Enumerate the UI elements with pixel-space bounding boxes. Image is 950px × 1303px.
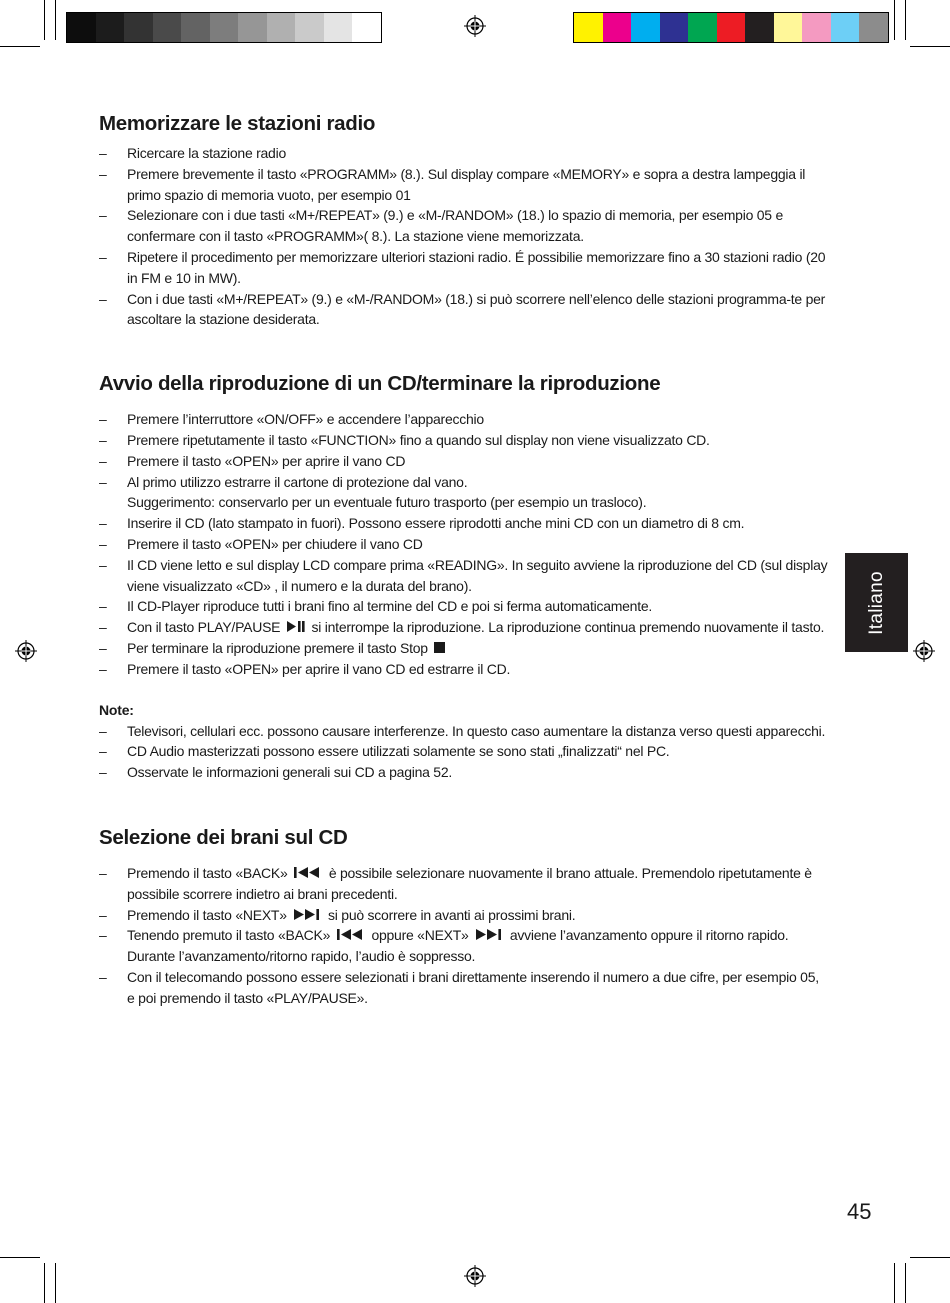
color-swatch bbox=[831, 13, 860, 42]
color-swatch bbox=[745, 13, 774, 42]
section-list-track-selection bbox=[99, 863, 829, 1009]
gray-swatch bbox=[238, 13, 267, 42]
list-item bbox=[99, 863, 829, 905]
list-item-text: Premendo il tasto «BACK» bbox=[127, 864, 288, 881]
list-item: – Ripetere il procedimento per memorizzare ulteriori stazioni radio. É possibilie memorizzare fino a 30 stazioni radio (20 in FM e 10 in MW). bbox=[99, 247, 829, 289]
language-side-tab bbox=[845, 553, 908, 652]
list-item-text: Tenendo premuto il tasto «BACK» bbox=[127, 927, 331, 944]
gray-swatch bbox=[324, 13, 353, 42]
note-label: Note: bbox=[99, 701, 134, 718]
main-content bbox=[99, 112, 829, 1009]
gray-swatch bbox=[267, 13, 296, 42]
list-item: – Premere brevemente il tasto «PROGRAMM» (8.). Sul display compare «MEMORY» e sopra a destra lampeggia il primo spazio di memoria vuoto, per esempio 01 bbox=[99, 164, 829, 206]
note-item: – CD Audio masterizzati possono essere utilizzati solamente se sono stati „finalizzati“ nel PC. bbox=[99, 741, 829, 762]
color-swatch bbox=[717, 13, 746, 42]
color-swatch bbox=[603, 13, 632, 42]
list-item: – Premere il tasto «OPEN» per chiudere il vano CD bbox=[99, 534, 829, 555]
list-item-text: avviene l’avanzamento oppure il ritorno rapido. Durante l’avanzamento/ritorno rapido, l’audio è soppresso. bbox=[127, 927, 789, 965]
list-item-continuation: Suggerimento: conservarlo per un eventuale futuro trasporto (per esempio un trasloco). bbox=[127, 494, 647, 511]
list-item: – Premere il tasto «OPEN» per aprire il vano CD bbox=[99, 451, 829, 472]
section-title-memorize-stations: Memorizzare le stazioni radio bbox=[99, 112, 376, 135]
list-item-text: Per terminare la riproduzione premere il tasto Stop bbox=[127, 639, 428, 656]
gray-swatch bbox=[96, 13, 125, 42]
process-color-bar bbox=[573, 12, 889, 43]
registration-mark-icon bbox=[464, 15, 486, 37]
color-swatch bbox=[688, 13, 717, 42]
color-swatch bbox=[660, 13, 689, 42]
grayscale-color-bar bbox=[66, 12, 382, 43]
color-swatch bbox=[859, 13, 888, 42]
gray-swatch bbox=[352, 13, 381, 42]
list-item-text: è possibile selezionare nuovamente il brano attuale. Premendolo ripetutamente è possibile scorrere indietro ai brani precedenti. bbox=[127, 864, 812, 902]
list-item-text: Premendo il tasto «NEXT» bbox=[127, 906, 287, 923]
skip-next-icon bbox=[474, 928, 504, 941]
list-item bbox=[99, 905, 829, 926]
list-item: – Al primo utilizzo estrarre il cartone di protezione dal vano. bbox=[99, 472, 829, 493]
gray-swatch bbox=[295, 13, 324, 42]
list-item-text: si può scorrere in avanti ai prossimi brani. bbox=[328, 906, 576, 923]
language-label: Italiano bbox=[865, 570, 887, 635]
gray-swatch bbox=[210, 13, 239, 42]
skip-next-icon bbox=[292, 908, 322, 921]
list-item: – Con i due tasti «M+/REPEAT» (9.) e «M-/RANDOM» (18.) si può scorrere nell’elenco delle stazioni programma-te per ascoltare la stazione desiderata. bbox=[99, 289, 829, 331]
list-item-text: oppure «NEXT» bbox=[371, 927, 469, 944]
skip-back-icon bbox=[293, 866, 323, 879]
section-list-cd-playback bbox=[99, 409, 829, 679]
section-title-cd-playback: Avvio della riproduzione di un CD/terminare la riproduzione bbox=[99, 372, 661, 396]
list-item-text: si interrompe la riproduzione. La riproduzione continua premendo nuovamente il tasto. bbox=[311, 619, 825, 636]
note-item: – Televisori, cellulari ecc. possono causare interferenze. In questo caso aumentare la distanza verso questi apparecchi. bbox=[99, 721, 829, 742]
section-list-memorize-stations bbox=[99, 143, 829, 330]
skip-back-icon bbox=[336, 928, 366, 941]
list-item: – Ricercare la stazione radio bbox=[99, 143, 829, 164]
list-item bbox=[99, 617, 829, 638]
gray-swatch bbox=[153, 13, 182, 42]
gray-swatch bbox=[124, 13, 153, 42]
registration-mark-icon bbox=[464, 1265, 486, 1287]
stop-icon bbox=[433, 641, 447, 654]
list-item: – Premere l’interruttore «ON/OFF» e accendere l’apparecchio bbox=[99, 409, 829, 430]
color-swatch bbox=[802, 13, 831, 42]
list-item: – Premere ripetutamente il tasto «FUNCTION» fino a quando sul display non viene visualizzato CD. bbox=[99, 430, 829, 451]
note-item: – Osservate le informazioni generali sui CD a pagina 52. bbox=[99, 762, 829, 783]
gray-swatch bbox=[67, 13, 96, 42]
list-item: – Premere il tasto «OPEN» per aprire il vano CD ed estrarre il CD. bbox=[99, 659, 829, 680]
list-item bbox=[99, 638, 829, 659]
section-title-track-selection: Selezione dei brani sul CD bbox=[99, 825, 348, 849]
page-number: 45 bbox=[847, 1199, 872, 1224]
color-swatch bbox=[774, 13, 803, 42]
registration-mark-icon bbox=[15, 640, 37, 662]
play-pause-icon bbox=[286, 620, 306, 633]
list-item: – Selezionare con i due tasti «M+/REPEAT» (9.) e «M-/RANDOM» (18.) lo spazio di memoria, per esempio 05 e confermare con il tasto «PROGRAMM»( 8.). La stazione viene memorizzata. bbox=[99, 205, 829, 247]
registration-mark-icon bbox=[913, 640, 935, 662]
list-item: – Il CD viene letto e sul display LCD compare prima «READING». In seguito avviene la riproduzione del CD (sul display viene visualizzato «CD» , il numero e la durata del brano). bbox=[99, 555, 829, 597]
color-swatch bbox=[574, 13, 603, 42]
list-item: – Il CD-Player riproduce tutti i brani fino al termine del CD e poi si ferma automaticamente. bbox=[99, 596, 829, 617]
list-item bbox=[99, 925, 829, 967]
color-swatch bbox=[631, 13, 660, 42]
notes-list bbox=[99, 721, 829, 783]
list-item: – Inserire il CD (lato stampato in fuori). Possono essere riprodotti anche mini CD con un diametro di 8 cm. bbox=[99, 513, 829, 534]
list-item: – Con il telecomando possono essere selezionati i brani direttamente inserendo il numero a due cifre, per esempio 05, e poi premendo il tasto «PLAY/PAUSE». bbox=[99, 967, 829, 1009]
list-item-text: Con il tasto PLAY/PAUSE bbox=[127, 619, 281, 636]
gray-swatch bbox=[181, 13, 210, 42]
